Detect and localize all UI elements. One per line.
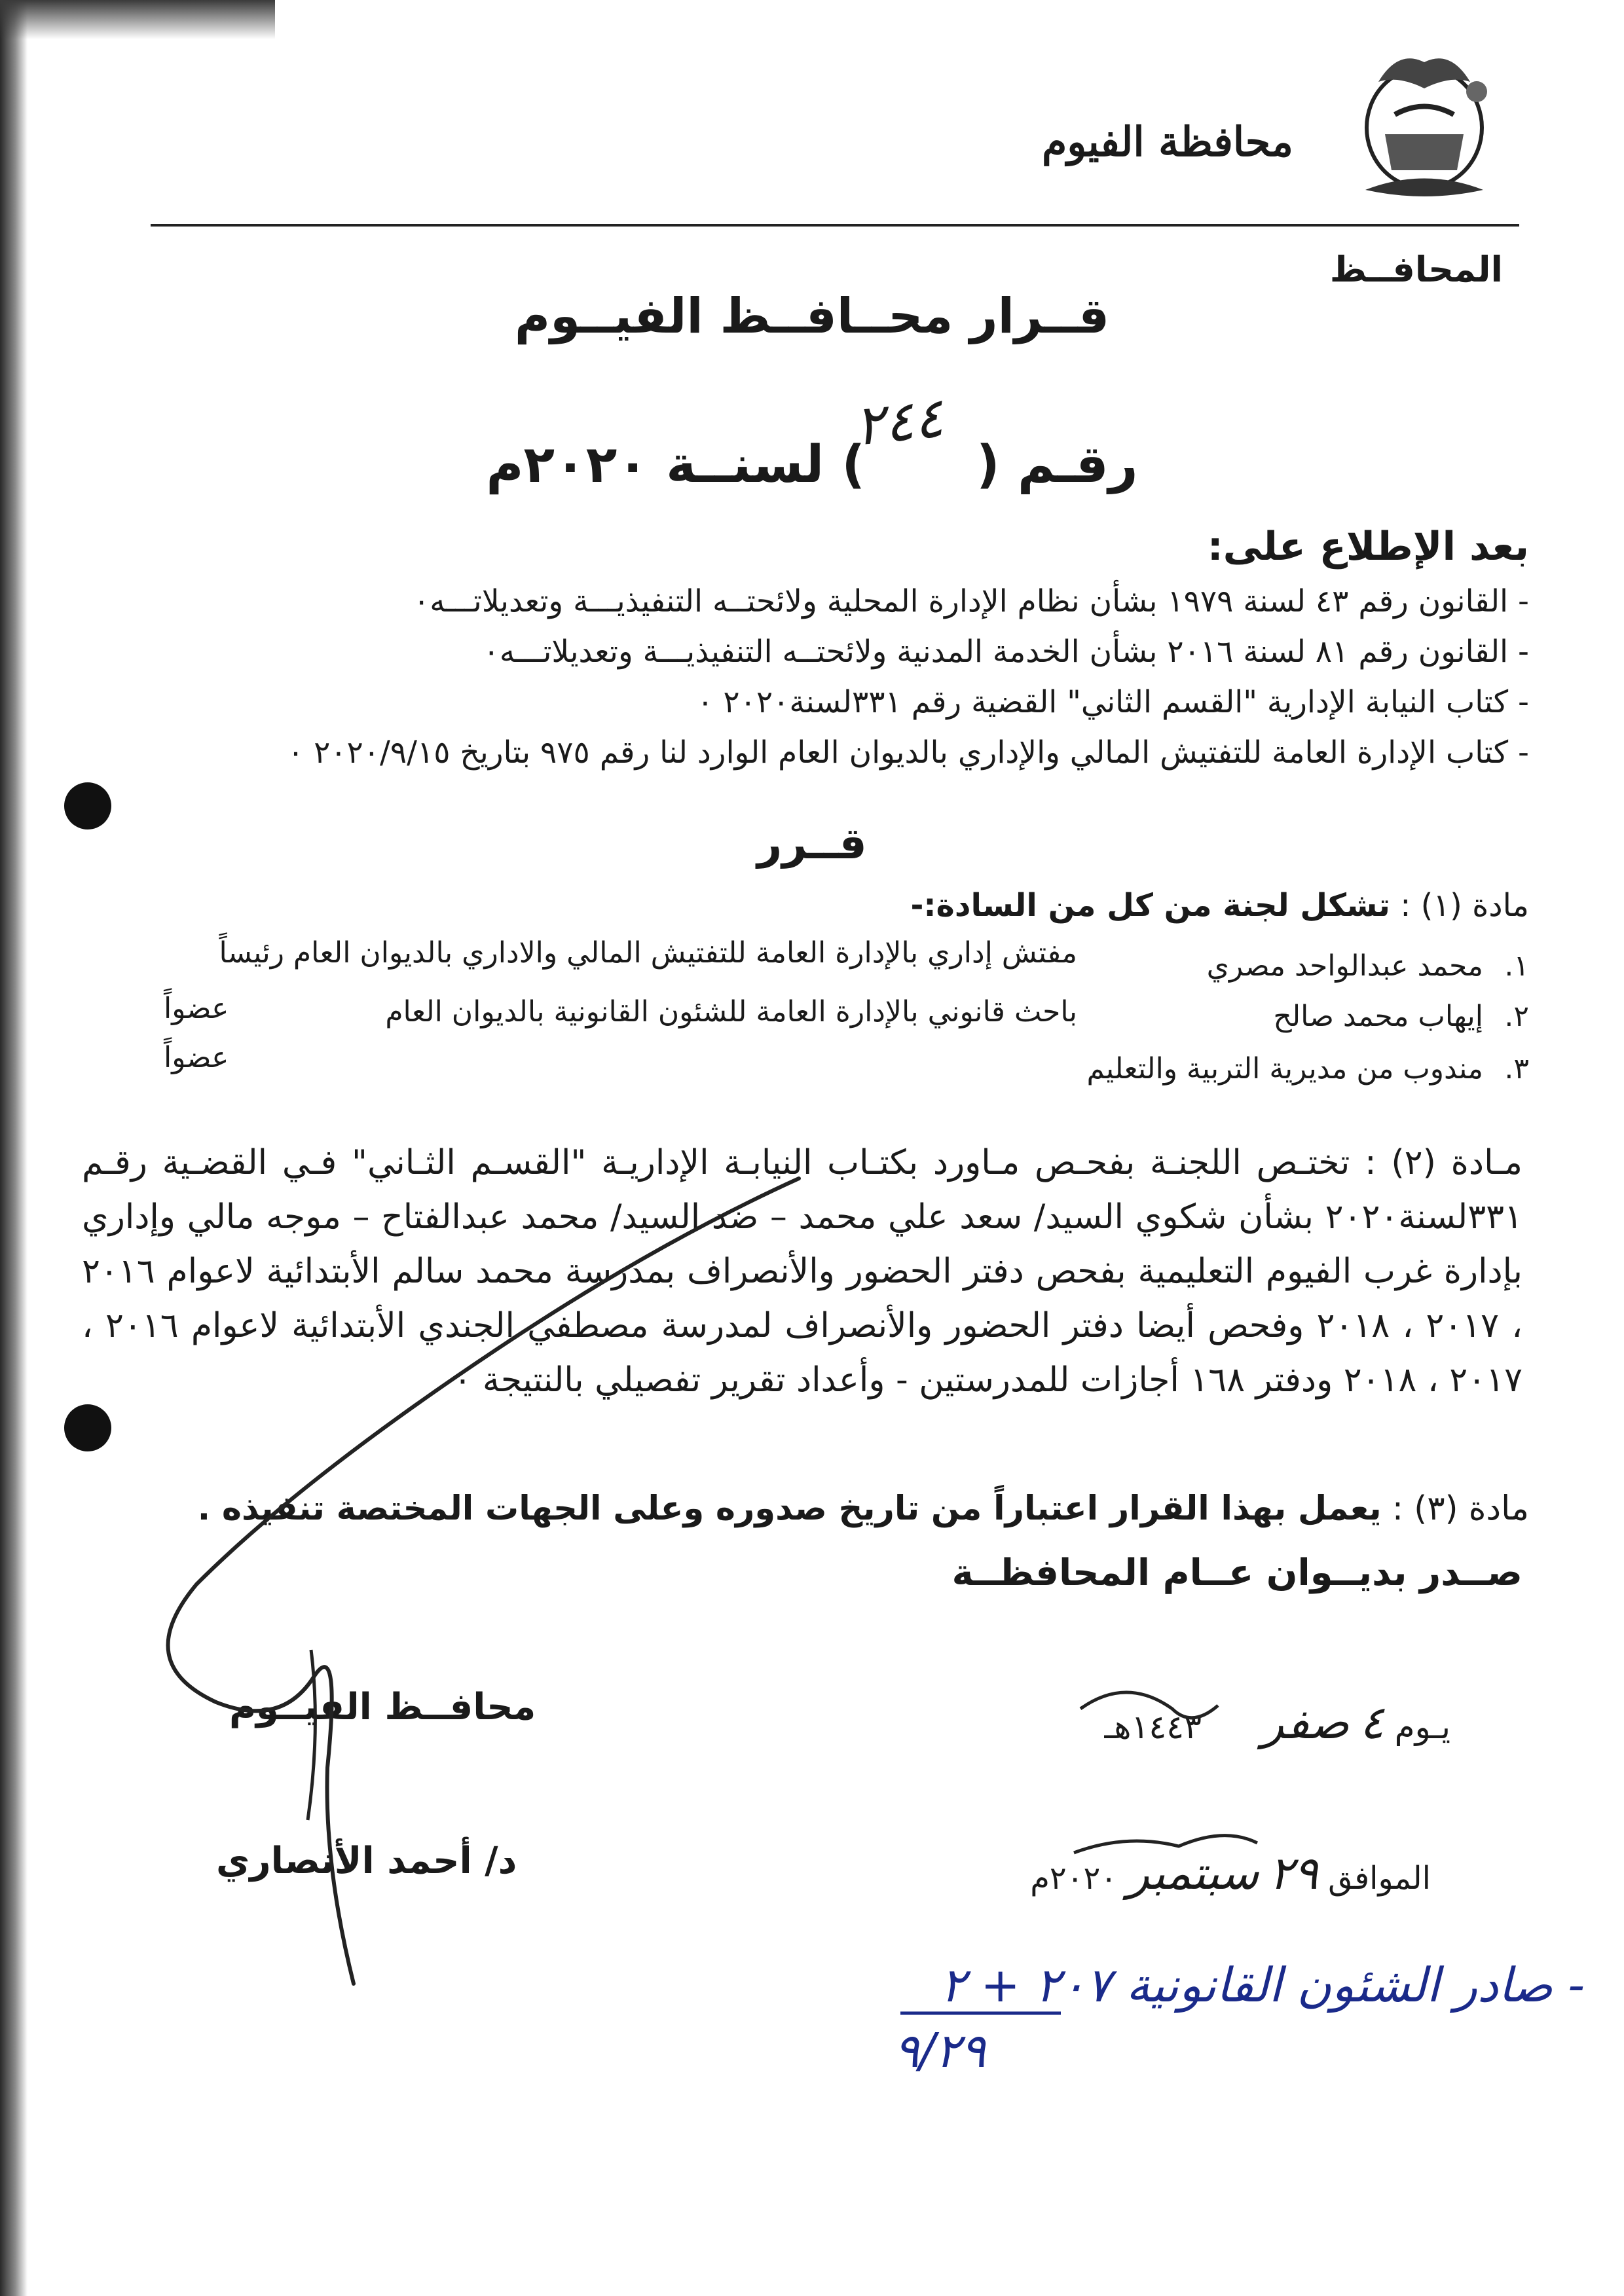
scan-top-shadow [0,0,275,39]
member-2-name: إيهاب محمد صالح [1273,1000,1483,1033]
preamble-item: - القانون رقم ٤٣ لسنة ١٩٧٩ بشأن نظام الإدارة المحلية ولائحتــه التنفيذيـــة وتعديلاتـــه٠ [413,583,1529,619]
issued-statement: صــدر بديــوان عــام المحافظــة [951,1552,1522,1594]
preamble-item: - كتاب الإدارة العامة للتفتيش المالي والإداري بالديوان العام الوارد لنا رقم ٩٧٥ بتاريخ ٢٠٢٠/٩/١٥ ٠ [287,735,1529,771]
scan-edge-shadow [0,0,28,2296]
article-3-text: يعمل بهذا القرار اعتباراً من تاريخ صدوره وعلى الجهات المختصة تنفيذه . [197,1489,1382,1528]
hijri-month-handwritten: صفر [1261,1696,1350,1749]
header-divider [151,224,1519,227]
member-2-role: باحث قانوني بالإدارة العامة للشئون القانونية بالديوان العام [385,995,1077,1029]
member-1-name: محمد عبدالواحد مصري [1206,949,1483,983]
punch-hole [64,1404,111,1451]
preamble-heading: بعد الإطلاع على: [1207,524,1529,570]
decree-title: قــرار محــافــظ الفيــوم [514,288,1110,344]
member-1-role: مفتش إداري بالإدارة العامة للتفتيش المالي والاداري بالديوان العام رئيساً [219,936,1077,970]
gregorian-day-handwritten: ٢٩ [1268,1846,1318,1900]
preamble-list [121,576,1529,778]
preamble-item: - القانون رقم ٨١ لسنة ٢٠١٦ بشأن الخدمة المدنية ولائحتــه التنفيذيـــة وتعديلاتـــه٠ [483,634,1529,670]
article-2-text: مـادة (٢) : تختـص اللجنـة بفحـص مـاورد بكتـاب النيابـة الإداريـة "القسـم الثـاني" فـي القضـية رقـم ٣٣١لسنة٢٠٢٠ بشأن شكوي السيد/ سعد علي محمد – ضد السيد/ محمد عبدالفتاح – موجه مالي وإداري بإدارة غرب الفيوم التعليمية بفحص دفتر الحضور والأنصراف بمدرسة محمد سالم الأبتدائية لاعوام ٢٠١٦ ، ٢٠١٧ ، ٢٠١٨ وفحص أيضا دفتر الحضور والأنصراف لمدرسة مصطفي الجندي الأبتدائية لاعوام ٢٠١٦ ، ٢٠١٧ ، ٢٠١٨ ودفتر ١٦٨ أجازات للمدرستين - وأعداد تقرير تفصيلي بالنتيجة ٠ [82,1143,1523,1400]
article-3-label: مادة (٣) : [1392,1489,1529,1528]
preamble-item: - كتاب النيابة الإدارية "القسم الثاني" القضية رقم ٣٣١لسنة٢٠٢٠ ٠ [697,684,1529,720]
gregorian-date-prefix: الموافق [1328,1860,1431,1897]
member-2-capacity: عضواً [164,992,229,1025]
hijri-date-prefix: يـوم [1394,1708,1450,1746]
governorate-emblem [1339,36,1509,206]
member-3-number: ٣. [1504,1052,1529,1085]
decree-number-suffix: ) لسنــة ٢٠٢٠م [486,435,866,494]
article-3 [198,1489,1529,1528]
decides-heading: قــرر [757,818,867,869]
gregorian-date [1030,1846,1431,1900]
hijri-year: ١٤٤٣هـ [1104,1708,1202,1746]
member-3-capacity: عضواً [164,1041,229,1074]
signatory-title: محافــظ الفيــوم [229,1686,536,1728]
decree-number-prefix: رقـم ( [976,435,1138,494]
signatory-name: د/ أحمد الأنصاري [216,1840,517,1882]
member-1-number: ١. [1504,949,1529,983]
decree-number-handwritten: ٢٤٤ [851,385,947,458]
hijri-day-handwritten: ٤ [1359,1696,1384,1749]
article-1-title [910,887,1529,924]
handwritten-note-line-1: - صادر الشئون القانونية ٢٠٧ + ٢ [940,1958,1585,2013]
gregorian-year: ٢٠٢٠م [1030,1860,1118,1897]
gregorian-month-handwritten: سبتمبر [1127,1846,1259,1900]
office-label: المحافــظ [1329,249,1503,290]
decree-number-line [0,435,1624,494]
governorate-name: محافظة الفيوم [1041,118,1293,166]
handwritten-note-line-2: ٩/٢٩ [894,2023,986,2078]
member-3-name: مندوب من مديرية التربية والتعليم [1086,1052,1483,1085]
article-1-text: تشكل لجنة من كل من السادة:- [910,887,1390,924]
article-1-label: مادة (١) : [1400,887,1529,924]
hijri-date [1104,1696,1450,1749]
member-2-number: ٢. [1504,1000,1529,1033]
